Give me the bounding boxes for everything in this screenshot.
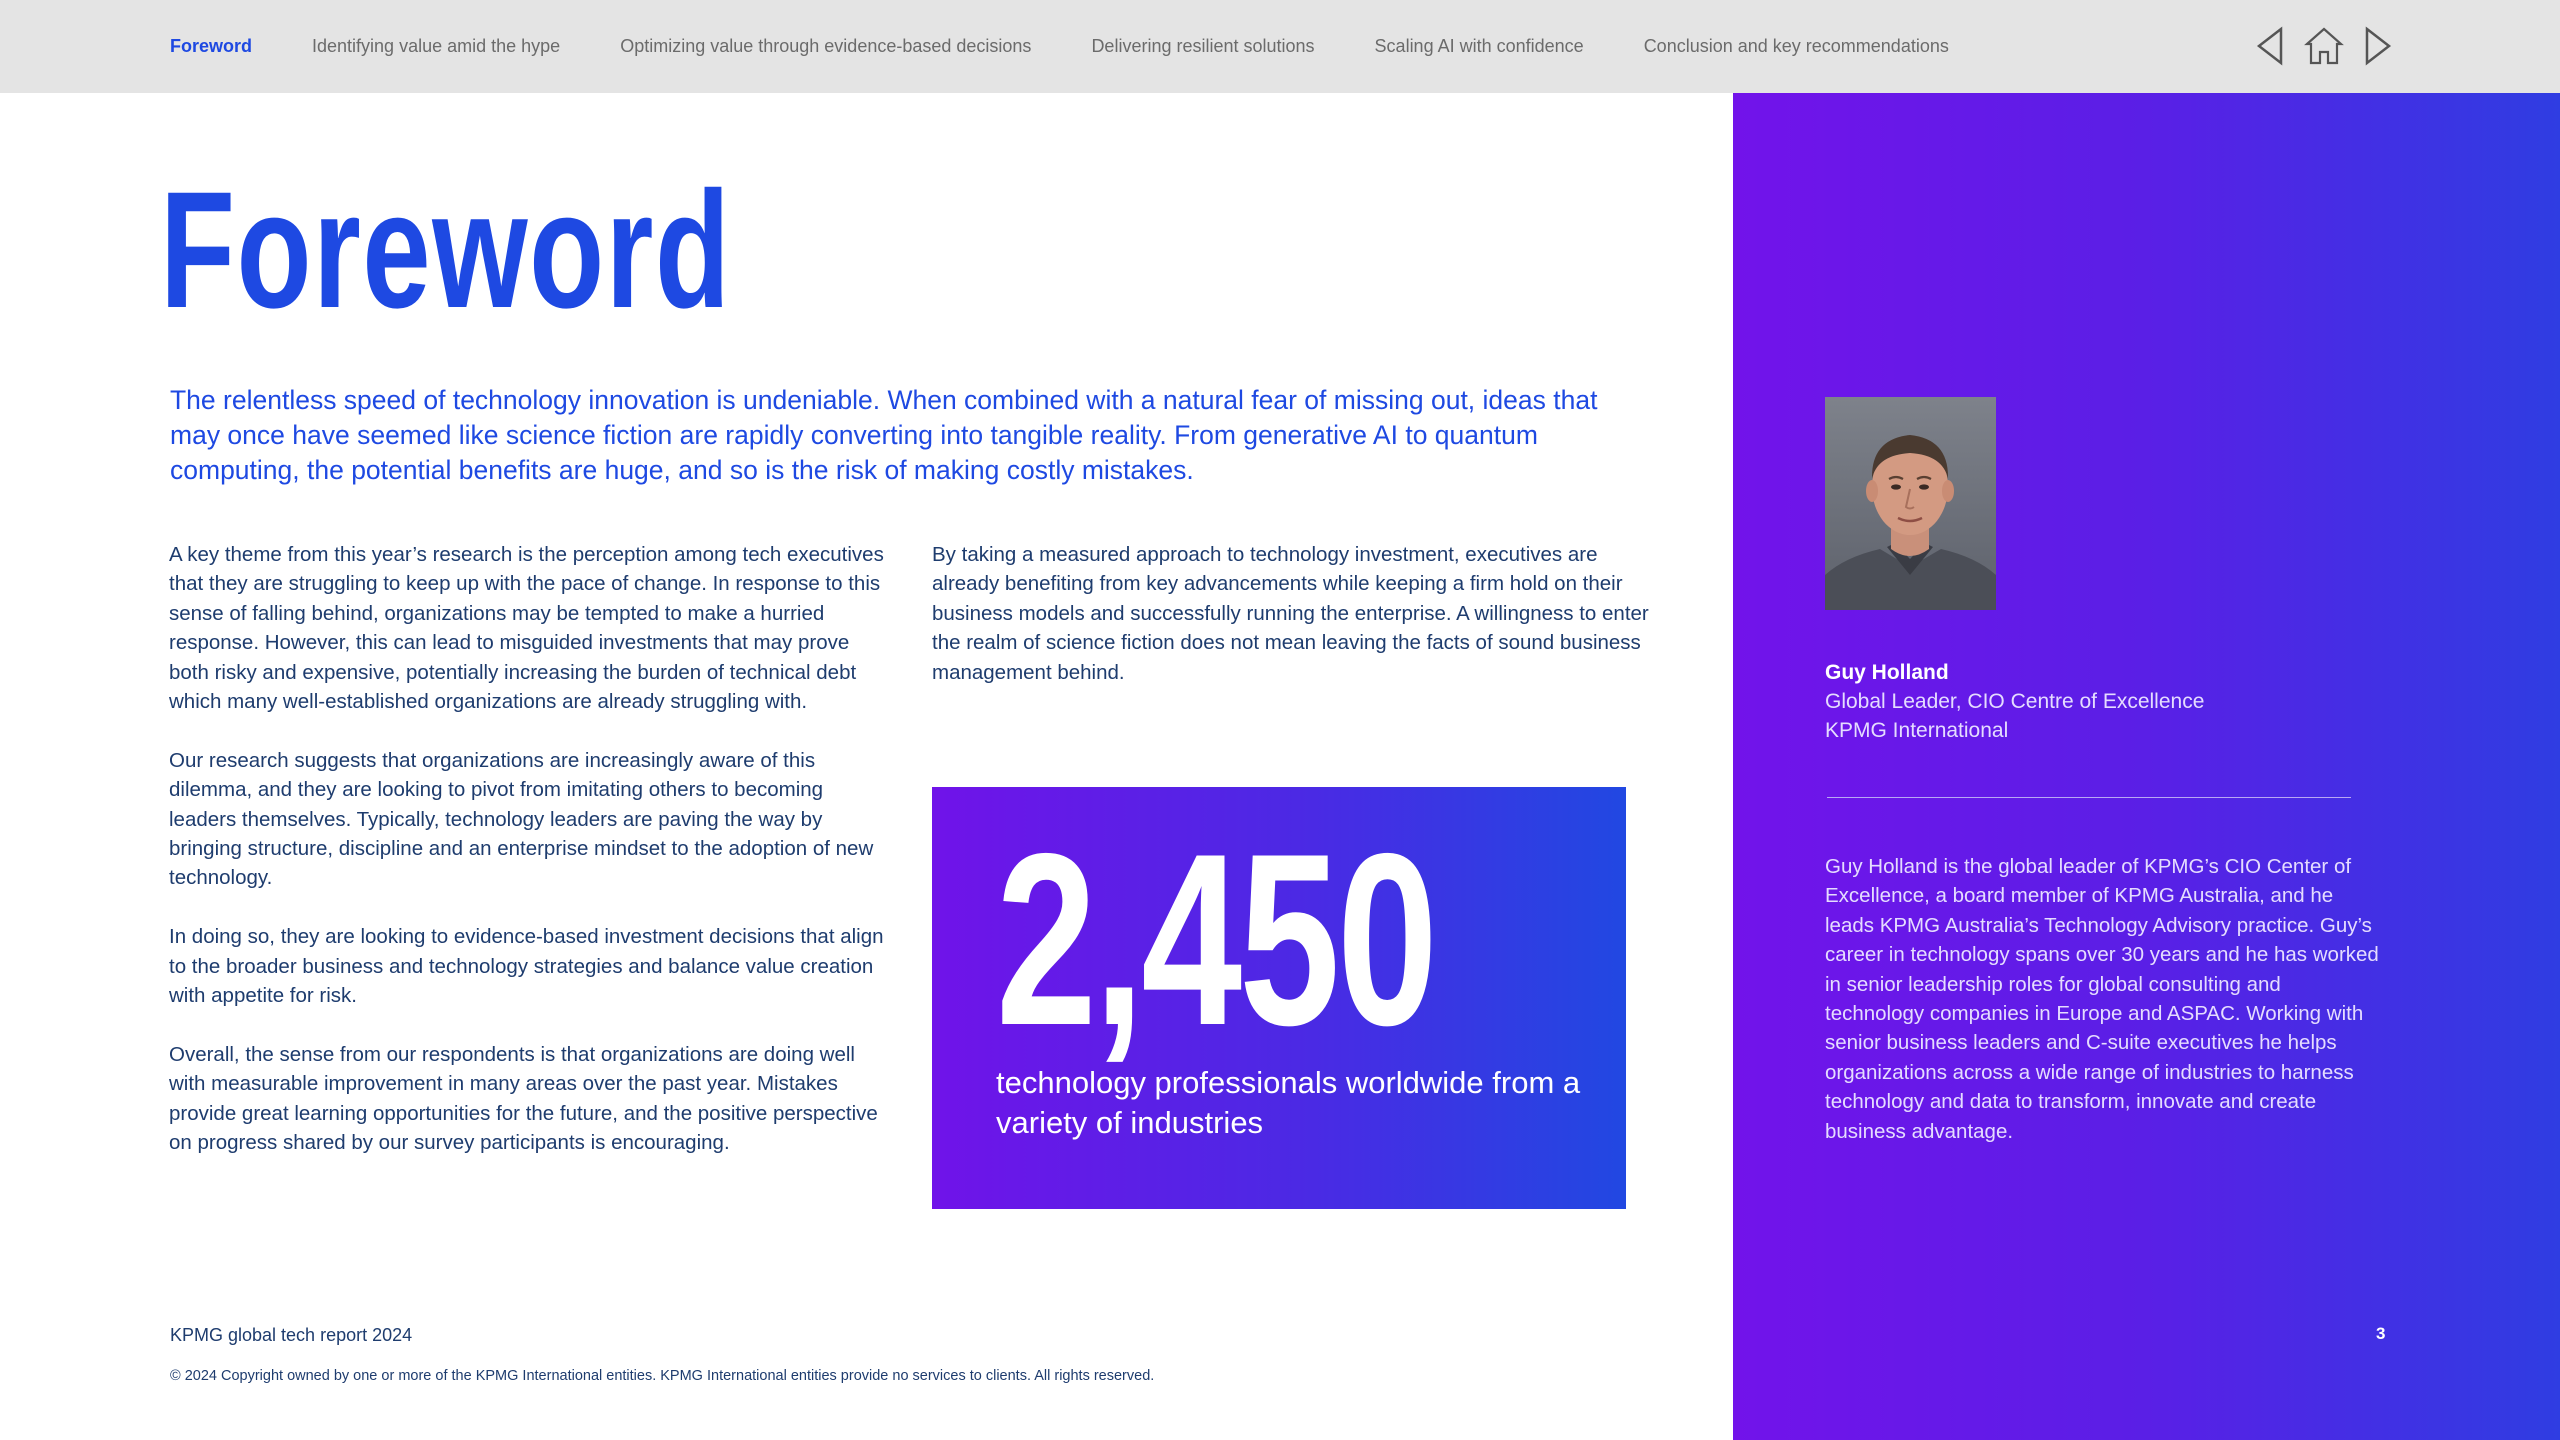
- nav-link-foreword[interactable]: Foreword: [170, 36, 253, 56]
- profile-role: Global Leader, CIO Centre of Excellence: [1825, 690, 2205, 713]
- report-title: KPMG global tech report 2024: [170, 1325, 413, 1345]
- lede-paragraph: The relentless speed of technology innovation is undeniable. When combined with a natural fear of missing out, ideas that may once have seemed like science fiction are rapidly converting into tangible reality. From generative AI to quantum computing, the potential benefits are huge, and so is the risk of making costly mistakes.: [170, 385, 1598, 485]
- nav-link-scaling-ai[interactable]: Scaling AI with confidence: [1374, 36, 1584, 56]
- copyright-notice: © 2024 Copyright owned by one or more of the KPMG International entities. KPMG International entities provide no services to clients. All rights reserved.: [170, 1368, 1155, 1384]
- nav-link-conclusion[interactable]: Conclusion and key recommendations: [1643, 36, 1949, 56]
- arrow-right-icon[interactable]: [2356, 24, 2400, 68]
- top-navigation-bar: [0, 0, 2560, 93]
- section-nav: [170, 0, 2009, 93]
- home-icon[interactable]: [2302, 24, 2346, 68]
- nav-link-delivering-resilient[interactable]: Delivering resilient solutions: [1091, 36, 1315, 56]
- profile-name: Guy Holland: [1825, 661, 1949, 684]
- page-controls: [2248, 24, 2410, 68]
- divider: [1827, 797, 2351, 798]
- body-paragraph: Overall, the sense from our respondents is that organizations are doing well with measurable improvement in many areas over the past year. Mistakes provide great learning opportunities for the future, and the positive perspective on progress shared by our survey participants is encouraging.: [169, 1042, 878, 1155]
- profile-organization: KPMG International: [1825, 719, 2009, 742]
- right-text-column: [932, 540, 1652, 716]
- body-paragraph: In doing so, they are looking to evidence-based investment decisions that align to the broader business and technology strategies and balance value creation with appetite for risk.: [169, 925, 884, 1008]
- arrow-left-icon[interactable]: [2248, 24, 2292, 68]
- nav-link-optimizing-value[interactable]: Optimizing value through evidence-based decisions: [620, 36, 1032, 56]
- nav-link-identifying-value[interactable]: Identifying value amid the hype: [312, 36, 561, 56]
- body-paragraph: Our research suggests that organizations are increasingly aware of this dilemma, and they are looking to pivot from imitating others to becoming leaders themselves. Typically, technology leaders are paving the way by bringing structure, discipline and an enterprise mindset to the adoption of new technology.: [169, 748, 874, 890]
- profile-panel: [1733, 93, 2560, 1440]
- profile-bio: Guy Holland is the global leader of KPMG’s CIO Center of Excellence, a board member of KPMG Australia, and he leads KPMG Australia’s Technology Advisory practice. Guy’s career in technology spans over 30 years and he has worked in senior leadership roles for global consulting and technology companies in Europe and ASPAC. Working with senior business leaders and C-suite executives he helps organizations across a wide range of industries to harness technology and data to transform, innovate and create business advantage.: [1825, 855, 2379, 1143]
- body-paragraph: A key theme from this year’s research is the perception among tech executives that they are struggling to keep up with the pace of change. In response to this sense of falling behind, organizations may be tempted to make a hurried response. However, this can lead to misguided investments that may prove both risky and expensive, potentially increasing the burden of technical debt which many well-established organizations are already struggling with.: [169, 543, 884, 714]
- page-number: 3: [2376, 1324, 2386, 1343]
- stat-number: 2,450: [996, 802, 1435, 1076]
- left-text-column: [169, 540, 889, 1187]
- profile-photo: [1825, 397, 1996, 610]
- body-paragraph: By taking a measured approach to technology investment, executives are already benefiting from key advancements while keeping a firm hold on their business models and successfully running the enterprise. A willingness to enter the realm of science fiction does not mean leaving the facts of sound business management behind.: [932, 543, 1649, 684]
- stat-caption: technology professionals worldwide from a variety of industries: [996, 1065, 1581, 1140]
- stat-callout: [932, 787, 1626, 1209]
- page-title: Foreword: [160, 158, 732, 343]
